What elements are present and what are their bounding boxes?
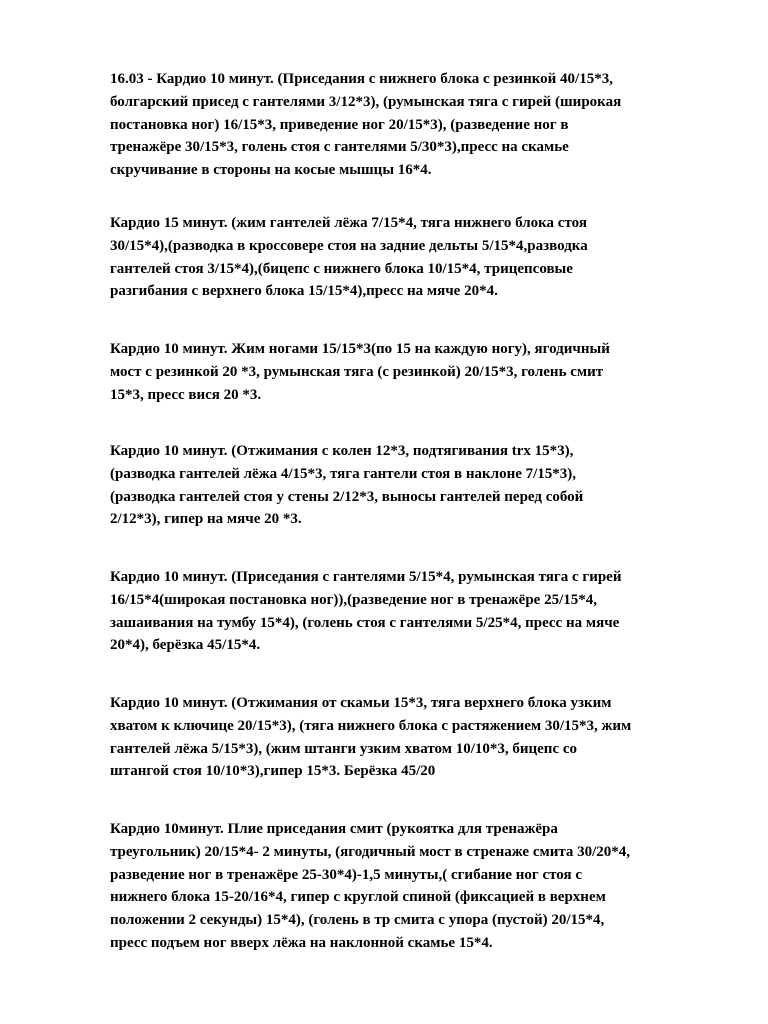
- text-line: болгарский присед с гантелями 3/12*3), (румынская тяга с гирей (широкая: [110, 93, 622, 110]
- workout-entry-4: [110, 440, 710, 531]
- text-line: 2/12*3), гипер на мяче 20 *3.: [110, 511, 302, 528]
- workout-entry-1: [110, 68, 710, 182]
- text-line: зашаивания на тумбу 15*4), (голень стоя с гантелями 5/25*4, пресс на мяче: [110, 614, 620, 631]
- workout-entry-3: [110, 338, 710, 406]
- text-line: разгибания с верхнего блока 15/15*4),пресс на мяче 20*4.: [110, 283, 498, 300]
- text-line: 16.03 - Кардио 10 минут. (Приседания с нижнего блока с резинкой 40/15*3,: [110, 71, 613, 87]
- text-line: Кардио 10 минут. Жим ногами 15/15*3(по 15 на каждую ногу), ягодичный: [110, 341, 610, 357]
- workout-entry-7: [110, 818, 710, 955]
- text-line: гантелей стоя 3/15*4),(бицепс с нижнего блока 10/15*4, трицепсовые: [110, 260, 573, 277]
- text-line: хватом к ключице 20/15*3), (тяга нижнего блока с растяжением 30/15*3, жим: [110, 717, 632, 734]
- text-line: (разводка гантелей стоя у стены 2/12*3, выносы гантелей перед собой: [110, 488, 584, 505]
- text-line: 20*4), берёзка 45/15*4.: [110, 637, 261, 654]
- text-line: мост с резинкой 20 *3, румынская тяга (с резинкой) 20/15*3, голень смит: [110, 363, 604, 380]
- workout-entry-5: [110, 566, 710, 657]
- text-line: пресс подъем ног вверх лёжа на наклонной скамье 15*4.: [110, 934, 493, 951]
- text-line: скручивание в стороны на косые мышцы 16*4.: [110, 162, 432, 179]
- text-line: Кардио 10 минут. (Отжимания с колен 12*3, подтягивания trx 15*3),: [110, 443, 574, 459]
- text-line: гантелей лёжа 5/15*3), (жим штанги узким хватом 10/10*3, бицепс со: [110, 740, 578, 757]
- text-line: Кардио 10минут. Плие приседания смит (рукоятка для тренажёра: [110, 821, 558, 837]
- workout-entry-2: [110, 212, 710, 303]
- text-line: (разводка гантелей лёжа 4/15*3, тяга гантели стоя в наклоне 7/15*3),: [110, 465, 577, 482]
- text-line: Кардио 10 минут. (Отжимания от скамьи 15*3, тяга верхнего блока узким: [110, 695, 612, 711]
- text-line: нижнего блока 15-20/16*4, гипер с круглой спиной (фиксацией в верхнем: [110, 889, 606, 906]
- text-line: 16/15*4(широкая постановка ног)),(разведение ног в тренажёре 25/15*4,: [110, 591, 597, 608]
- workout-entry-6: [110, 692, 710, 783]
- text-line: разведение ног в тренажёре 25-30*4)-1,5 минуты,( сгибание ног стоя с: [110, 866, 583, 883]
- text-line: Кардио 15 минут. (жим гантелей лёжа 7/15*4, тяга нижнего блока стоя: [110, 215, 587, 231]
- text-line: положении 2 секунды) 15*4), (голень в тр смита с упора (пустой) 20/15*4,: [110, 912, 605, 929]
- text-line: постановка ног) 16/15*3, приведение ног 20/15*3), (разведение ног в: [110, 116, 569, 133]
- text-line: 30/15*4),(разводка в кроссовере стоя на задние дельты 5/15*4,разводка: [110, 237, 588, 254]
- text-line: треугольник) 20/15*4- 2 минуты, (ягодичный мост в стренаже смита 30/20*4,: [110, 843, 631, 860]
- text-line: тренажёре 30/15*3, голень стоя с гантелями 5/30*3),пресс на скамье: [110, 139, 569, 156]
- text-line: 15*3, пресс вися 20 *3.: [110, 386, 262, 403]
- text-line: Кардио 10 минут. (Приседания с гантелями 5/15*4, румынская тяга с гирей: [110, 569, 622, 585]
- text-line: штангой стоя 10/10*3),гипер 15*3. Берёзка 45/20: [110, 763, 436, 780]
